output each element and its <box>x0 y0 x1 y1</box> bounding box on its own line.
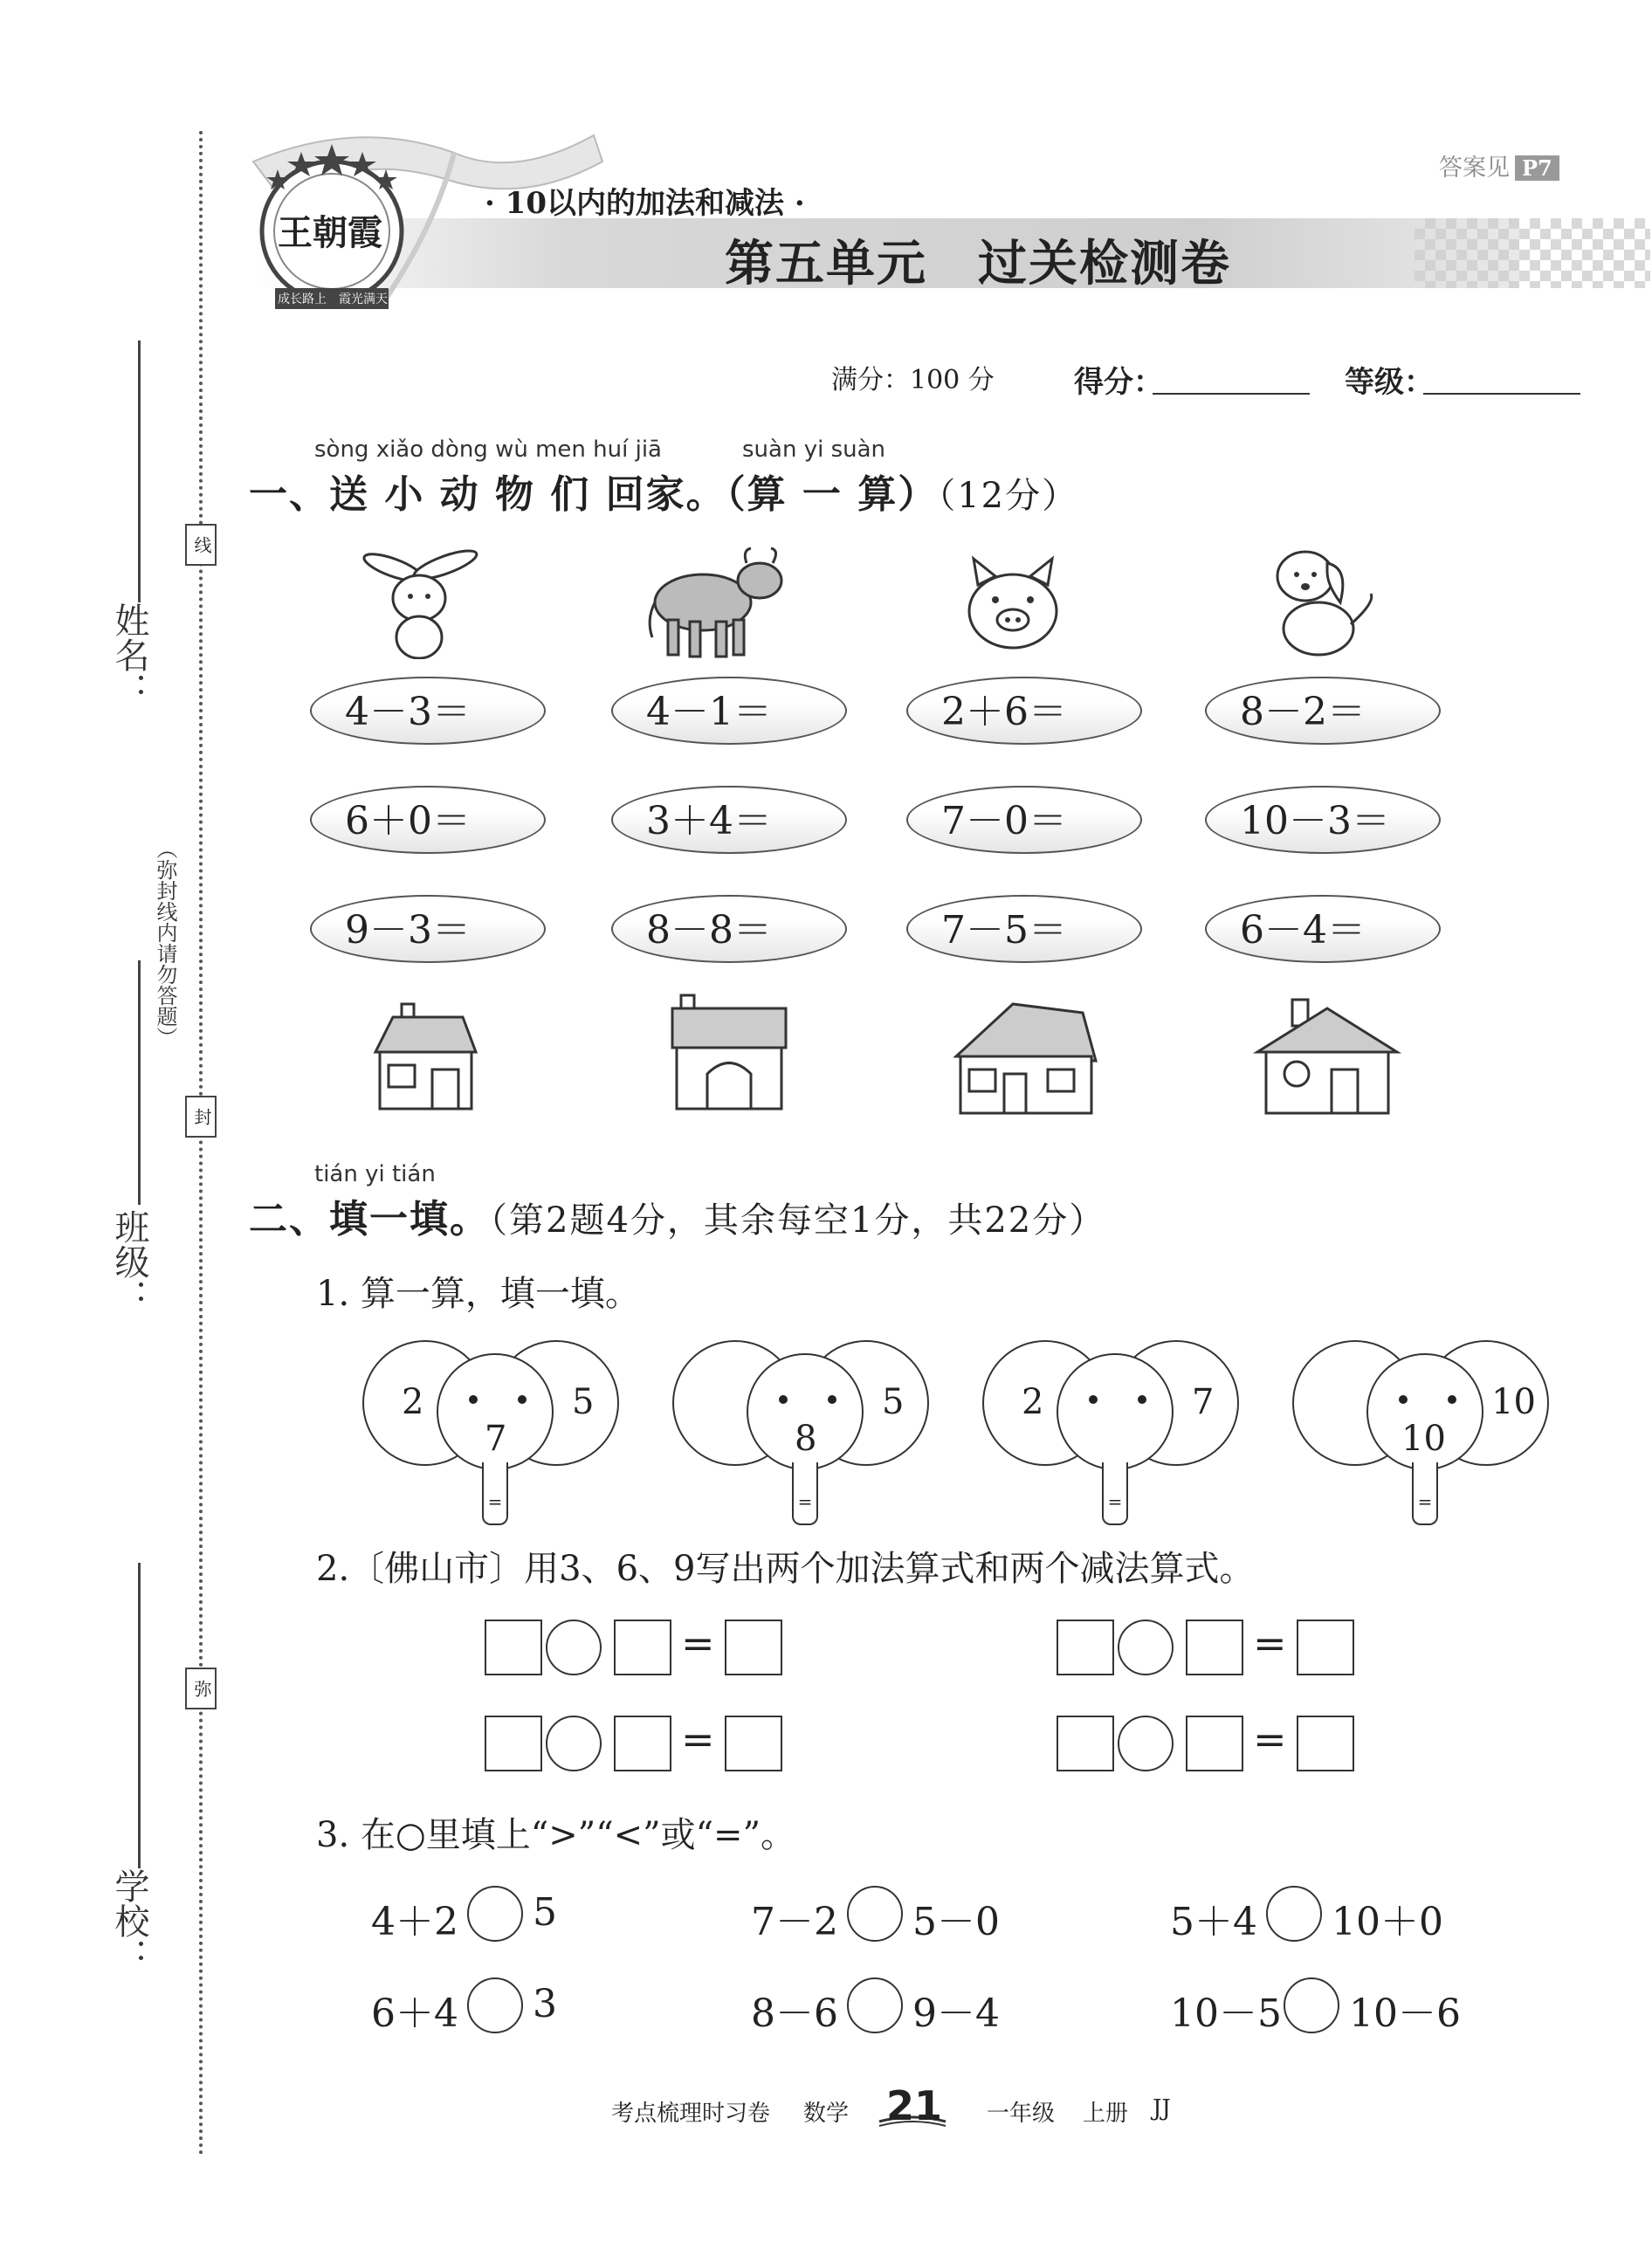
house-icon <box>367 1000 480 1113</box>
number-box[interactable] <box>485 1716 542 1771</box>
q1-prompt: 1. 算一算，填一填。 <box>316 1274 640 1314</box>
expression-oval[interactable]: 8－2＝ <box>1205 677 1441 745</box>
seal-dotted-line <box>199 131 203 2156</box>
elephant-trunk: = <box>1102 1462 1128 1525</box>
q3-prompt: 3. 在○里填上“>”“<”或“=”。 <box>316 1815 796 1855</box>
expression-oval[interactable]: 4－1＝ <box>611 677 847 745</box>
section1-points: （12分） <box>938 476 1079 516</box>
line-mark: 线 <box>185 524 217 566</box>
school-underline <box>138 1563 141 1868</box>
operator-circle[interactable] <box>1118 1716 1174 1771</box>
compare-right: 10－6 <box>1349 1991 1461 2036</box>
score-blank[interactable] <box>1153 393 1310 395</box>
logo-slogan: 成长路上 霞光满天 <box>278 292 388 306</box>
expression-oval[interactable]: 7－5＝ <box>906 895 1142 963</box>
elephant-puzzle <box>982 1340 1244 1550</box>
section2-pinyin: tián yi tián <box>314 1161 436 1187</box>
expression-oval[interactable]: 10－3＝ <box>1205 786 1441 854</box>
ox-icon <box>642 541 790 664</box>
compare-right: 9－4 <box>912 1991 1000 2036</box>
number-box[interactable] <box>1057 1620 1114 1675</box>
right-number: 10 <box>1491 1382 1536 1422</box>
unit-subtitle: · 10以内的加法和减法 · <box>485 186 805 221</box>
compare-left: 8－6 <box>751 1991 838 2036</box>
grade-blank[interactable] <box>1423 393 1580 395</box>
elephant-puzzle <box>362 1340 624 1550</box>
compare-circle[interactable] <box>1266 1886 1322 1942</box>
section2-heading: 二、填一填。（第2题4分，其余每空1分，共22分） <box>249 1197 1106 1241</box>
elephant-face <box>1057 1353 1174 1470</box>
full-score: 满分：100 分 <box>831 365 995 395</box>
expression-oval[interactable]: 9－3＝ <box>310 895 546 963</box>
compare-circle[interactable] <box>1284 1977 1339 2033</box>
compare-right: 10＋0 <box>1332 1900 1443 1944</box>
compare-left: 10－5 <box>1170 1991 1282 2036</box>
number-box[interactable] <box>1057 1716 1114 1771</box>
operator-circle[interactable] <box>546 1620 602 1675</box>
house-icon <box>668 991 790 1113</box>
operator-circle[interactable] <box>546 1716 602 1771</box>
elephant-trunk: = <box>482 1462 508 1525</box>
house-icon <box>952 995 1100 1118</box>
seal-mark: 封 <box>185 1096 217 1138</box>
left-number: 2 <box>1022 1382 1044 1422</box>
equation-template: = <box>1057 1620 1362 1681</box>
logo-text: 王朝霞 <box>278 212 382 253</box>
compare-right: 5 <box>533 1890 557 1935</box>
footer-grade: 一年级 <box>987 2101 1056 2127</box>
rabbit-icon <box>354 546 485 659</box>
face-number: 7 <box>485 1419 507 1459</box>
compare-circle[interactable] <box>847 1977 903 2033</box>
expression-oval[interactable]: 2＋6＝ <box>906 677 1142 745</box>
house-icon <box>1253 995 1401 1118</box>
section1-pinyin-b: suàn yi suàn <box>742 437 886 463</box>
section2-points: （第2题4分，其余每空1分，共22分） <box>490 1200 1106 1241</box>
pig-icon <box>952 546 1074 659</box>
compare-right: 5－0 <box>912 1900 1000 1944</box>
answer-reference: 答案见 P7 <box>1439 148 1559 182</box>
face-number: 10 <box>1401 1419 1446 1459</box>
compare-circle[interactable] <box>467 1977 523 2033</box>
checker-pattern <box>1415 218 1650 288</box>
footer-volume: 上册 <box>1083 2101 1129 2127</box>
elephant-trunk: = <box>1412 1462 1438 1525</box>
footer-book: 考点梳理时习卷 <box>611 2101 771 2127</box>
compare-circle[interactable] <box>847 1886 903 1942</box>
answer-page-tag: P7 <box>1515 155 1559 181</box>
compare-circle[interactable] <box>467 1886 523 1942</box>
number-box[interactable] <box>1186 1716 1243 1771</box>
expression-oval[interactable]: 7－0＝ <box>906 786 1142 854</box>
number-box[interactable] <box>1186 1620 1243 1675</box>
right-number: 7 <box>1192 1382 1215 1422</box>
name-label: 姓名： <box>109 602 149 707</box>
number-box[interactable] <box>1297 1716 1354 1771</box>
compare-left: 6＋4 <box>371 1991 458 2036</box>
elephant-trunk: = <box>792 1462 818 1525</box>
expression-oval[interactable]: 6＋0＝ <box>310 786 546 854</box>
dog-icon <box>1253 541 1384 664</box>
name-underline <box>138 340 141 602</box>
footer-edition: JJ <box>1153 2095 1171 2122</box>
close-mark: 弥 <box>185 1668 217 1709</box>
compare-left: 4＋2 <box>371 1900 458 1944</box>
school-label: 学校： <box>109 1868 149 1973</box>
number-box[interactable] <box>614 1716 671 1771</box>
no-answer-note: （弥封线内请勿答题） <box>153 838 177 1048</box>
equation-template: = <box>485 1620 790 1681</box>
expression-oval[interactable]: 3＋4＝ <box>611 786 847 854</box>
class-underline <box>138 960 141 1205</box>
compare-left: 7－2 <box>751 1900 838 1944</box>
number-box[interactable] <box>725 1716 782 1771</box>
face-number: 8 <box>795 1419 817 1459</box>
compare-left: 5＋4 <box>1170 1900 1257 1944</box>
page-number: 21 <box>886 2082 943 2129</box>
class-label: 班级： <box>109 1209 149 1314</box>
operator-circle[interactable] <box>1118 1620 1174 1675</box>
equation-template: = <box>485 1716 790 1777</box>
q2-prompt: 2.〔佛山市〕用3、6、9写出两个加法算式和两个减法算式。 <box>316 1549 1255 1589</box>
number-box[interactable] <box>1297 1620 1354 1675</box>
page-title: 第五单元 过关检测卷 <box>725 236 1231 292</box>
expression-oval[interactable]: 8－8＝ <box>611 895 847 963</box>
grade-label: 等级： <box>1345 365 1434 400</box>
section1-pinyin-a: sòng xiǎo dòng wù men huí jiā <box>314 437 662 463</box>
section1-heading: 一、送 小 动 物 们 回家。（算 一 算）（12分） <box>249 472 1079 517</box>
elephant-puzzle <box>1292 1340 1572 1550</box>
expression-oval[interactable]: 6－4＝ <box>1205 895 1441 963</box>
compare-right: 3 <box>533 1982 557 2026</box>
elephant-puzzle <box>672 1340 934 1550</box>
right-number: 5 <box>882 1382 905 1422</box>
equation-template: = <box>1057 1716 1362 1777</box>
score-label: 得分： <box>1074 365 1163 400</box>
footer-subject: 数学 <box>803 2101 850 2127</box>
left-number: 2 <box>402 1382 424 1422</box>
number-box[interactable] <box>614 1620 671 1675</box>
number-box[interactable] <box>485 1620 542 1675</box>
right-number: 5 <box>572 1382 595 1422</box>
expression-oval[interactable]: 4－3＝ <box>310 677 546 745</box>
number-box[interactable] <box>725 1620 782 1675</box>
